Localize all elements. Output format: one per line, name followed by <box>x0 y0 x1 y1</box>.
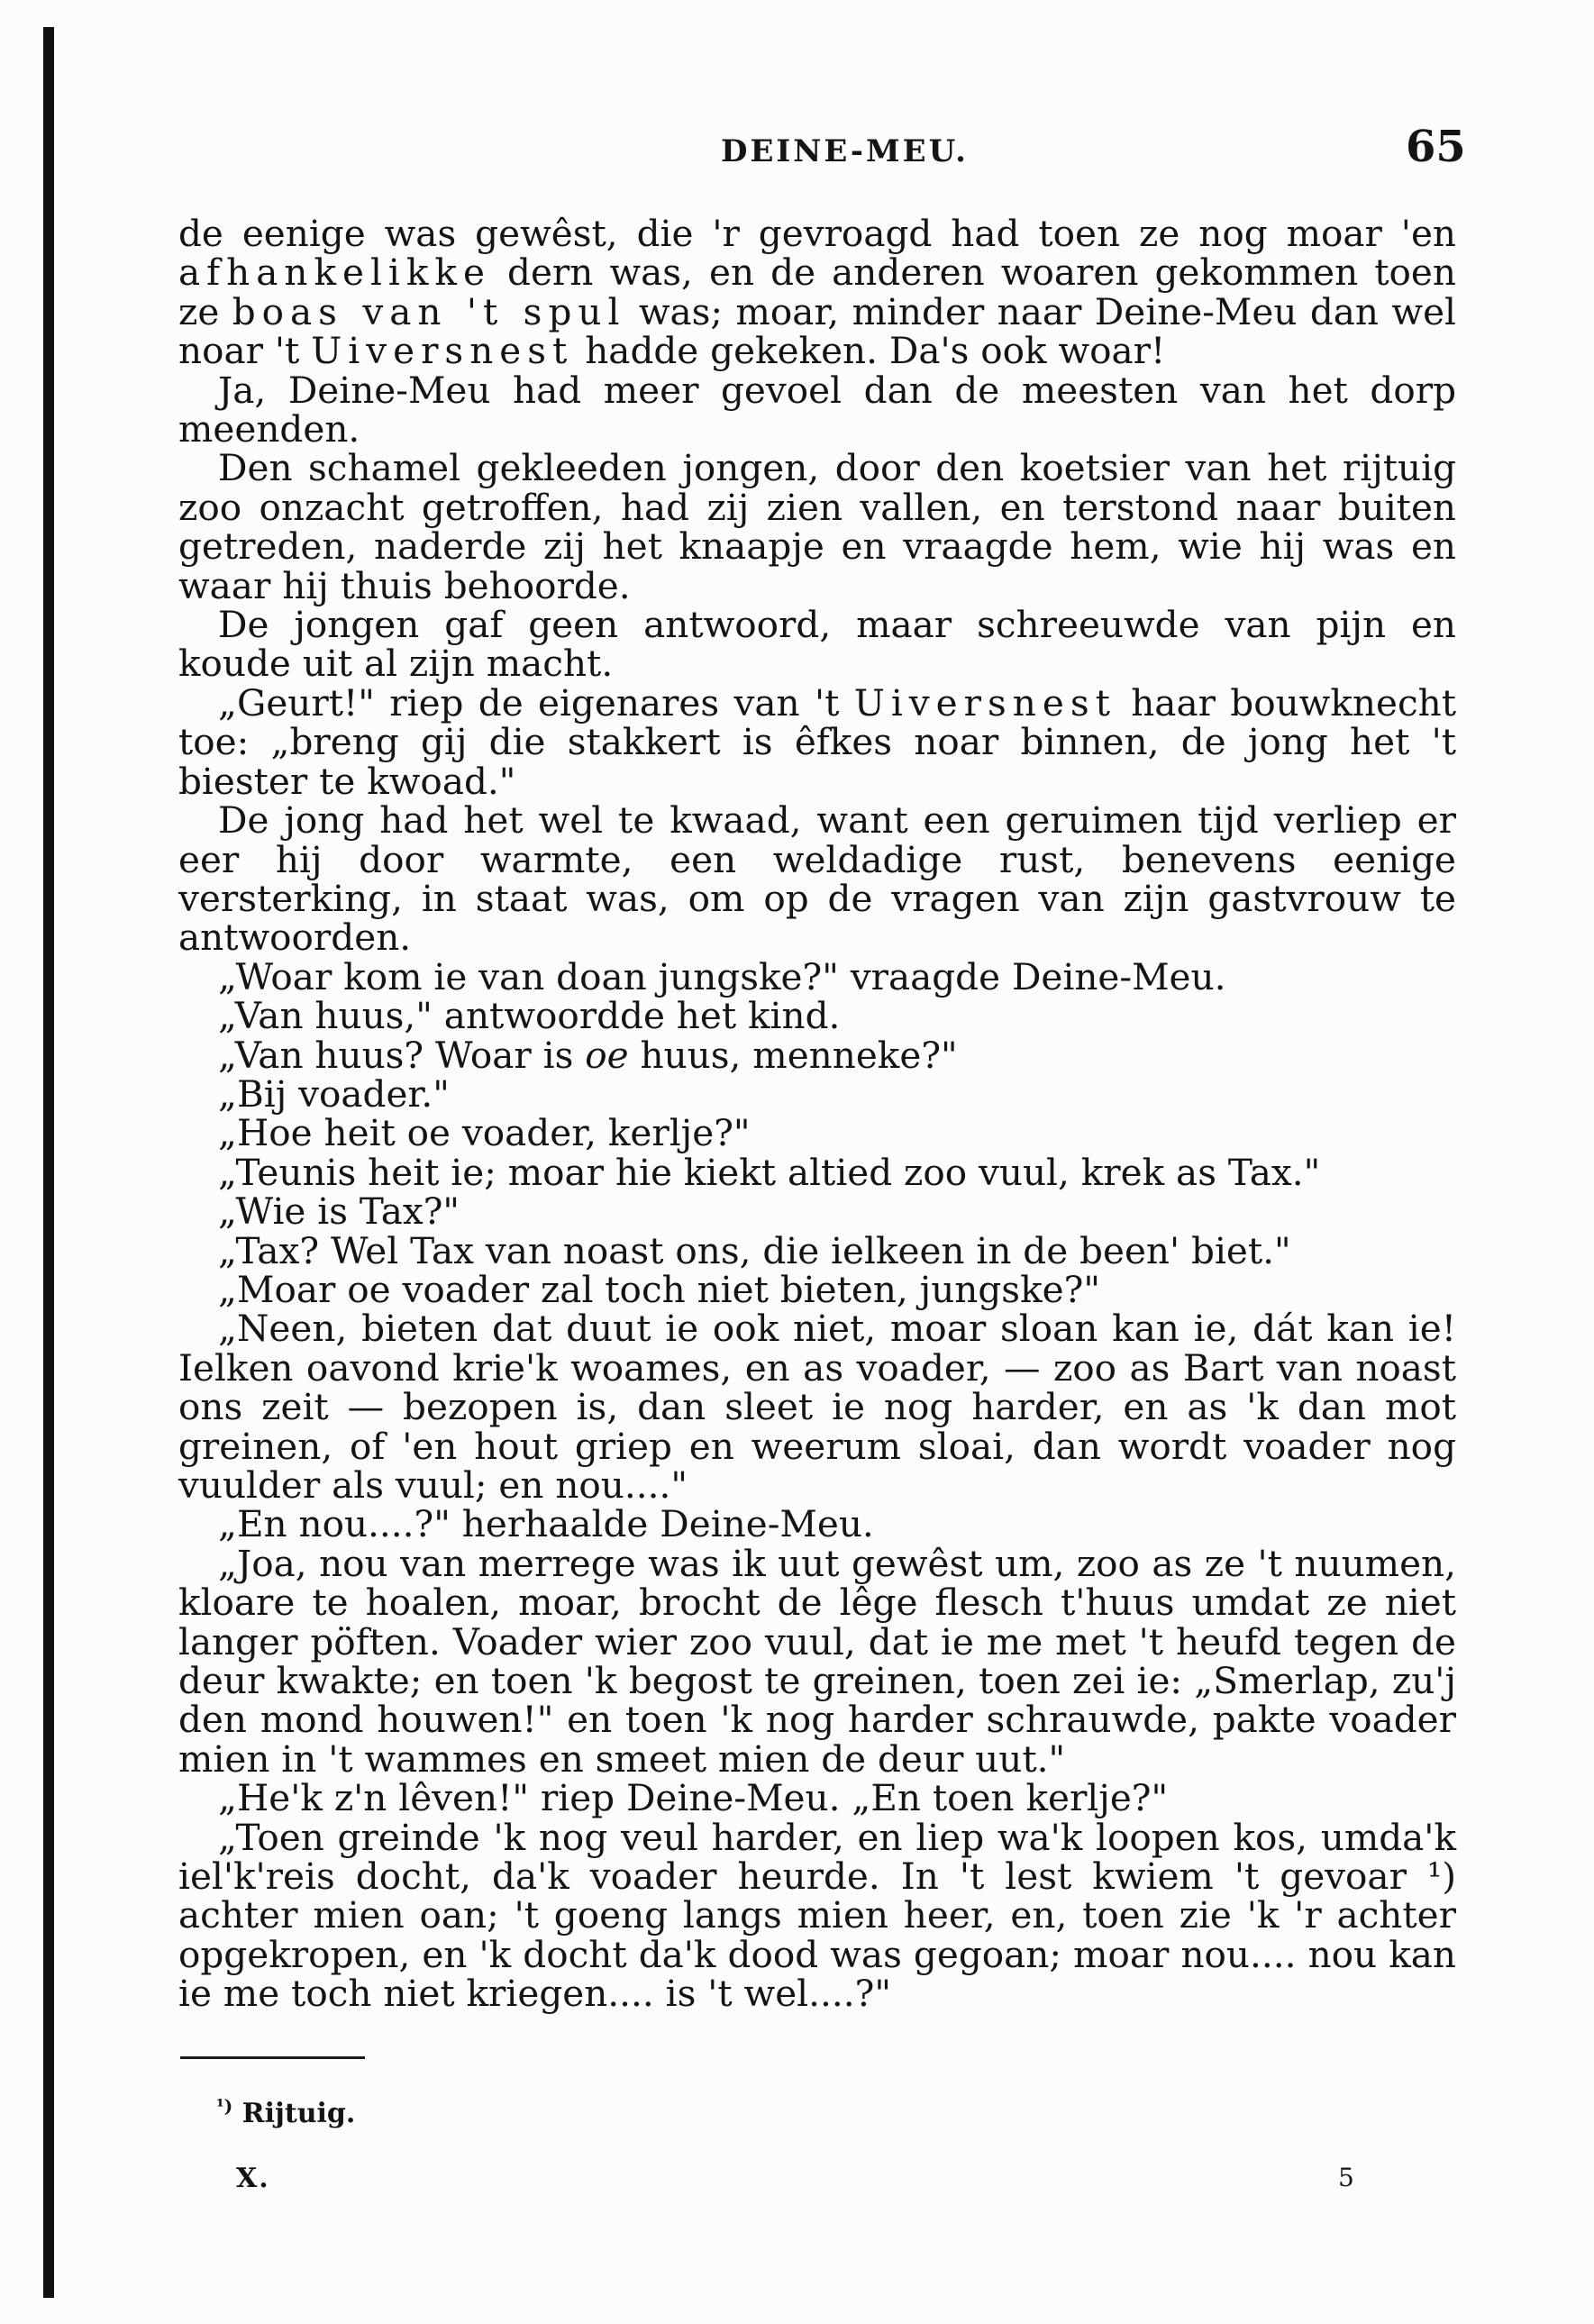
dialogue-line: „Van huus? Woar is oe huus, menneke?" <box>218 1033 958 1077</box>
page-header <box>0 108 1594 180</box>
paragraph: „Geurt!" riep de eigenares van 't Uiversnest haar bouwknecht toe: „breng gij die stakkert is êfkes noar binnen, de jong het 't biester te kwoad." <box>178 680 1456 803</box>
paragraph: de eenige was gewêst, die 'r gevroagd had toen ze nog moar 'en afhankelikke dern was, en de anderen woaren gekommen toen ze boas van 't spul was; moar, minder naar Deine-Meu dan wel noar 't Uiversnest hadde gekeken. Da's ook woar! <box>178 212 1456 373</box>
footnote-text: Rijtuig. <box>232 2098 356 2129</box>
dialogue-line: „Van huus," antwoordde het kind. <box>218 994 841 1038</box>
paragraph: „Joa, nou van merrege was ik uut gewêst um, zoo as ze 't nuumen, kloare te hoalen, moar, brocht de lêge flesch t'huus umdat ze niet langer pöften. Voader wier zoo vuul, dat ie me met 't heufd tegen de deur kwakte; en toen 'k begost te greinen, toen zei ie: „Smerlap, zu'j den mond houwen!" en toen 'k nog harder schrauwde, pakte voader mien in 't wammes en smeet mien de deur uut." <box>178 1541 1456 1781</box>
signature-mark: X. <box>236 2163 270 2194</box>
dialogue-line: „Tax? Wel Tax van noast ons, die ielkeen in de been' biet." <box>218 1228 1291 1272</box>
footnote-marker: ¹) <box>216 2095 233 2117</box>
footnote-reference: ¹) <box>1426 1855 1456 1899</box>
dialogue-line: „Teunis heit ie; moar hie kiekt altied zoo vuul, krek as Tax." <box>218 1150 1321 1194</box>
paragraph: Den schamel gekleeden jongen, door den koetsier van het rijtuig zoo onzacht getroffen, had zij zien vallen, en terstond naar buiten getreden, naderde zij het knaapje en vraagde hem, wie hij was en waar hij thuis behoorde. <box>178 446 1456 607</box>
page-number: 65 <box>1406 122 1466 172</box>
paragraph: De jongen gaf geen antwoord, maar schreeuwde van pijn en koude uit al zijn macht. <box>178 603 1456 686</box>
running-head: DEINE-MEU. <box>721 133 969 169</box>
dialogue-line: „Bij voader." <box>218 1071 450 1116</box>
dialogue-line: „Moar oe voader zal toch niet bieten, jungske?" <box>218 1267 1100 1311</box>
dialogue-line: „He'k z'n lêven!" riep Deine-Meu. „En toen kerlje?" <box>218 1776 1169 1820</box>
binding-edge <box>43 27 54 2298</box>
footnote-rule <box>180 2056 365 2059</box>
dialogue-line: „En nou....?" herhaalde Deine-Meu. <box>218 1502 874 1546</box>
dialogue-line: „Woar kom ie van doan jungske?" vraagde Deine-Meu. <box>218 954 1226 998</box>
footnote <box>216 2095 355 2129</box>
paragraph: Ja, Deine-Meu had meer gevoel dan de meesten van het dorp meenden. <box>178 368 1456 451</box>
paragraph: „Neen, bieten dat duut ie ook niet, moar sloan kan ie, dát kan ie! Ielken oavond krie'k woames, en as voader, — zoo as Bart van noast ons zeit — bezopen is, dan sleet ie nog harder, en as 'k dan mot greinen, of 'en hout griep en weerum sloai, dan wordt voader nog vuulder als vuul; en nou...." <box>178 1307 1456 1507</box>
paragraph: De jong had het wel te kwaad, want een geruimen tijd verliep er eer hij door warmte, een weldadige rust, benevens eenige versterking, in staat was, om op de vragen van zijn gastvrouw te antwoorden. <box>178 798 1456 960</box>
dialogue-line: „Wie is Tax?" <box>218 1189 460 1234</box>
dialogue-line: „Hoe heit oe voader, kerlje?" <box>218 1111 751 1155</box>
body-text <box>178 214 1456 2014</box>
signature-number: 5 <box>1338 2163 1354 2192</box>
paragraph: „Toen greinde 'k nog veul harder, en liep wa'k loopen kos, umda'k iel'k'reis docht, da'k voader heurde. In 't lest kwiem 't gevoar ¹) achter mien oan; 't goeng langs mien heer, en, toen zie 'k 'r achter opgekropen, en 'k docht da'k dood was gegoan; moar nou.... nou kan ie me toch niet kriegen.... is 't wel....?" <box>178 1815 1456 2016</box>
